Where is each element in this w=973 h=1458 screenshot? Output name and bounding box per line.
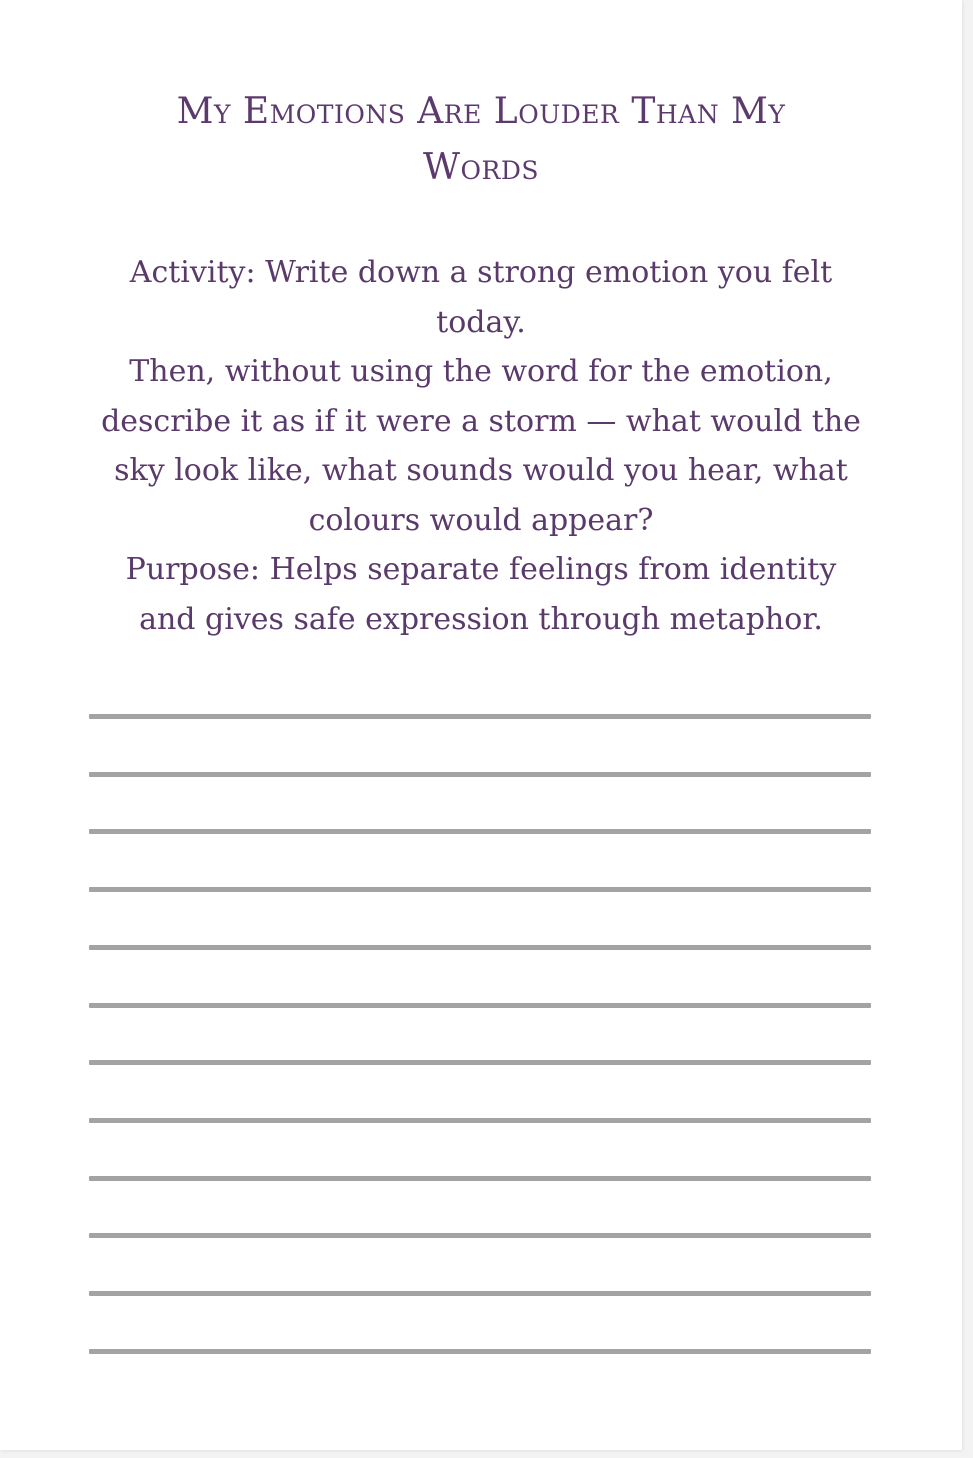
writing-line <box>89 1291 871 1296</box>
writing-line <box>89 1349 871 1354</box>
writing-lines <box>89 0 871 1450</box>
purpose-text: Purpose: Helps separate feelings from identity and gives safe expression through metaphor. <box>125 552 837 637</box>
writing-line <box>89 1176 871 1181</box>
writing-line <box>89 829 871 834</box>
writing-line <box>89 714 871 719</box>
writing-line <box>89 772 871 777</box>
writing-line <box>89 945 871 950</box>
writing-line <box>89 1118 871 1123</box>
writing-line <box>89 1060 871 1065</box>
title-line-1: My Emotions Are Louder Than My <box>176 91 786 132</box>
writing-line <box>89 1003 871 1008</box>
writing-line <box>89 887 871 892</box>
writing-line <box>89 1233 871 1238</box>
activity-text: Activity: Write down a strong emotion you felt today. <box>129 255 833 340</box>
title-line-2: Words <box>423 147 539 188</box>
storm-description-text: Then, without using the word for the emotion, describe it as if it were a storm — what would the sky look like, what sounds would you hear, what colours would appear? <box>101 354 861 538</box>
